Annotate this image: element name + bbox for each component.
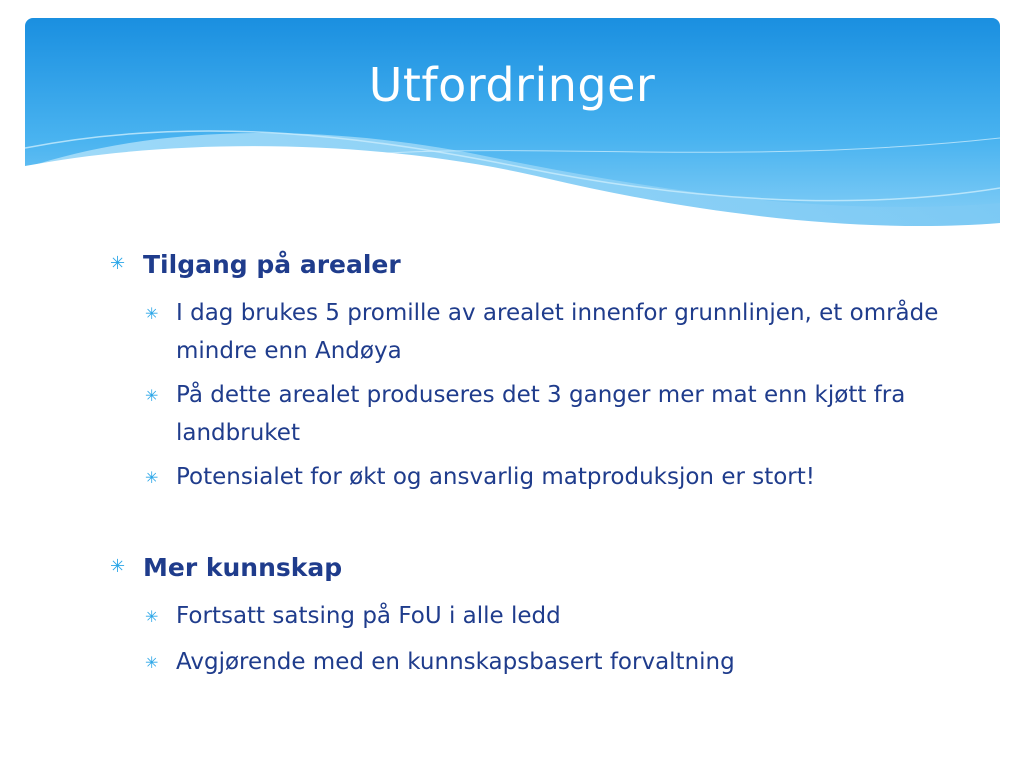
list-item-text: På dette arealet produseres det 3 ganger mer mat enn kjøtt fra landbruket bbox=[176, 382, 906, 446]
asterisk-bullet-icon: ✳ bbox=[145, 607, 159, 626]
asterisk-bullet-icon: ✳ bbox=[145, 304, 159, 323]
list-item-text: Potensialet for økt og ansvarlig matproduksjon er stort! bbox=[176, 464, 816, 490]
section-heading-text: Mer kunnskap bbox=[143, 553, 343, 582]
asterisk-bullet-icon: ✳ bbox=[110, 253, 126, 274]
list-item-text: I dag brukes 5 promille av arealet innenfor grunnlinjen, et område mindre enn Andøya bbox=[176, 300, 939, 364]
list-item-text: Fortsatt satsing på FoU i alle ledd bbox=[176, 603, 561, 629]
asterisk-bullet-icon: ✳ bbox=[145, 653, 159, 672]
list-item-text: Avgjørende med en kunnskapsbasert forvaltning bbox=[176, 649, 735, 675]
asterisk-bullet-icon: ✳ bbox=[145, 468, 159, 487]
asterisk-bullet-icon: ✳ bbox=[145, 386, 159, 405]
asterisk-bullet-icon: ✳ bbox=[110, 556, 126, 577]
section-heading-text: Tilgang på arealer bbox=[143, 250, 401, 279]
slide-title: Utfordringer bbox=[368, 58, 656, 112]
